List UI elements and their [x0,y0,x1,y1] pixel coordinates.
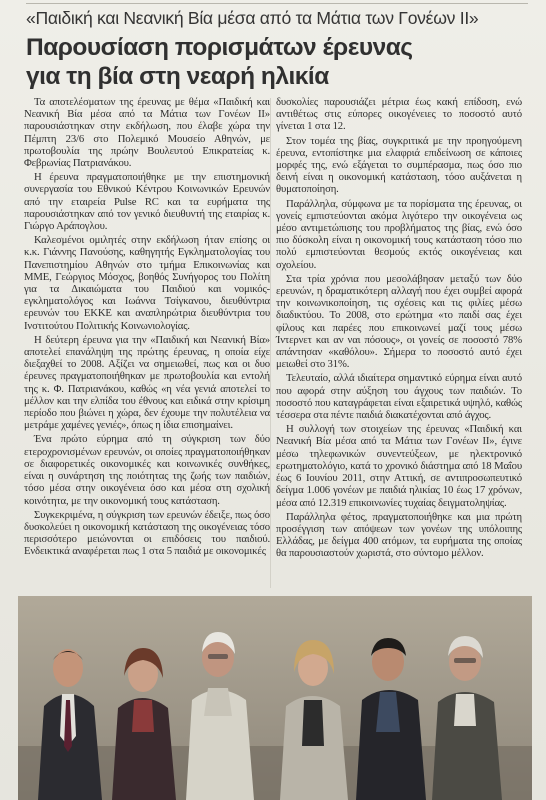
paragraph: Ένα πρώτο εύρημα από τη σύγκριση των δύο ετεροχρονισμένων ερευνών, οι οποίες πραγματοποιήθηκαν σε διαφορετικές οικονομικές και κοινωνικές συνθήκες, είναι η συνάρτηση της ποιότητας της ζωής των παιδιών, τόσο μέσα στην οικογένεια όσο και μέσα στη σχολική κοινότητα, με την οικονομική τους κατάσταση. [24,433,270,507]
paragraph: Τελευταίο, αλλά ιδιαίτερα σημαντικό εύρημα είναι αυτό που αφορά στην αύξηση του άγχους των παιδιών. Το ποσοστό που καταγράφεται είναι εξαιρετικά υψηλό, καθώς τέσσερα στα πέντε παιδιά διακατέχονται από άγχος. [276,372,522,422]
right-text-column [276,96,522,562]
paragraph: Τα αποτελέσματων της έρευνας με θέμα «Παιδική και Νεανική Βία μέσα από τα Μάτια των Γονέων ΙΙ» παρουσιάστηκαν στην εκδήλωση, που έλαβε χώρα την Πέμπτη 23/6 στο Πολεμικό Μουσείο Αθηνών, με πρωτοβουλία της πρώην Βουλευτού Επικρατείας κ. Φεβρωνίας Πατριανάκου. [24,96,270,170]
article-headline [26,33,413,91]
paragraph: Καλεσμένοι ομιλητές στην εκδήλωση ήταν επίσης οι κ.κ. Γιάννης Πανούσης, καθηγητής Εγκληματολογίας του Πανεπιστημίου Αθηνών στο τμήμα Επικοινωνίας και ΜΜΕ, Γεώργιος Μόσχος, βοηθός Συνήγορος του Πολίτη για τα Δικαιώματα του Παιδιού και νομικός-εγκληματολόγος και Ιωάννα Τσίγκανου, διευθύντρια ερευνών του ΕΚΚΕ και αναπληρώτρια διευθύντρια του Ινστιτούτου Πολιτικής Κοινωνιολογίας. [24,234,270,332]
paragraph: Η έρευνα πραγματοποιήθηκε με την επιστημονική συνεργασία του Εθνικού Κέντρου Κοινωνικών Ερευνών από την εταιρεία Pulse RC και τα ευρήματα της παρουσιάστηκαν από τον γενικό διευθυντή της εταιρίας κ. Γιώργο Αράπογλου. [24,171,270,233]
left-text-column [24,96,270,560]
paragraph: Παράλληλα, σύμφωνα με τα πορίσματα της έρευνας, οι γονείς εμπιστεύονται ακόμα λιγότερο την οικογένεια ως μέσο αντιμετώπισης του προβλήματος της βίας, ενώ όσο πιο δύσκολη είναι η οικονομική τους κατάσταση τόσο πιο πολύ εμπιστεύονται θεσμούς εκτός οικογένειας και σχολείου. [276,197,522,271]
top-rule [26,3,528,4]
paragraph: Η δεύτερη έρευνα για την «Παιδική και Νεανική Βία» αποτελεί επανάληψη της πρώτης έρευνας, η οποία είχε διεξαχθεί το 2008. Αξίζει να σημειωθεί, πως και οι δυο έρευνες πραγματοποιήθηκαν με πρωτοβουλία και εντολή της κ. Φ. Πατριανάκου, καθώς «η νέα γενιά αποτελεί το μέλλον και την ελπίδα του έθνους και ειδικά στην κρίσιμη περίοδο που βιώνει η χώρα, δεν έχουμε την πολυτέλεια να μετράμε χαμένες γενιές», όπως η ίδια επισημαίνει. [24,333,270,432]
article-header [22,0,534,92]
headline-line-1: Παρουσίαση πορισμάτων έρευνας [26,34,413,61]
group-photo [18,596,532,800]
paragraph: Η συλλογή των στοιχείων της έρευνας «Παιδική και Νεανική Βία μέσα από τα Μάτια των Γονέων ΙΙ», έγινε μέσω τηλεφωνικών συνεντεύξεων, με ηλεκτρονικό ερωτηματολόγιο, κατά το χρονικό διάστημα από 18 Μαΐου έως 6 Ιουνίου 2011, στην Αττική, σε αντιπροσωπευτικό δείγμα 1.006 γονέων με παιδιά ηλικίας 10 έως 17 χρόνων, μέσα από 12.319 επικοινωνίες τυχαίας δειγματοληψίας. [276,423,522,509]
paragraph: Παράλληλα φέτος, πραγματοποιήθηκε και μια πρώτη προσέγγιση των απόψεων των γονέων της υπόλοιπης Ελλάδας, με δείγμα 400 ατόμων, τα ευρήματα της οποίας θα παρουσιαστούν χωριστά, στο σύντομο μέλλον. [276,510,522,560]
article-supertitle: «Παιδική και Νεανική Βία μέσα από τα Μάτια των Γονέων ΙΙ» [26,8,479,28]
paragraph: Στα τρία χρόνια που μεσολάβησαν μεταξύ των δύο ερευνών, η δραματικότερη αλλαγή που έχει συμβεί αφορά την κοινωνικοποίηση, τις σχέσεις και τις φιλίες μέσω διαδικτύου. Το 2008, στο ερώτημα «το παιδί σας έχει φίλους και παρέες που επικοινωνεί μαζί τους μέσω Ίντερνετ και αν ναι πόσους», οι γονείς σε ποσοστό 78% απάντησαν «καθόλου». Σήμερα το ποσοστό αυτό έχει μειωθεί στο 31%. [276,272,522,371]
headline-line-2: για τη βία στη νεαρή ηλικία [26,63,329,90]
group-photo-illustration [18,596,532,800]
paragraph: Συγκεκριμένα, η σύγκριση των ερευνών έδειξε, πως όσο δυσκολεύει η οικονομική κατάσταση της οικογένειας τόσο περισσότερο μειώνονται οι επιδόσεις του παιδιού. Ενδεικτικά αναφέρεται πως 1 στα 5 παιδιά με οικονομικές [24,508,270,558]
paragraph: δυσκολίες παρουσιάζει μέτρια έως κακή επίδοση, ενώ αντιθέτως στις εύπορες οικογένειες το ποσοστό αυτό γίνεται 1 στα 12. [276,96,522,133]
paragraph: Στον τομέα της βίας, συγκριτικά με την προηγούμενη έρευνα, εντοπίστηκε μια ελαφριά επιδείνωση σε κάποιες μορφές της, ενώ εξάγεται το συμπέρασμα, πως όσο πιο δεινή είναι η οικονομική κατάσταση, τόσο αυξάνεται η θυματοποίηση. [276,134,522,196]
column-divider [270,98,271,588]
